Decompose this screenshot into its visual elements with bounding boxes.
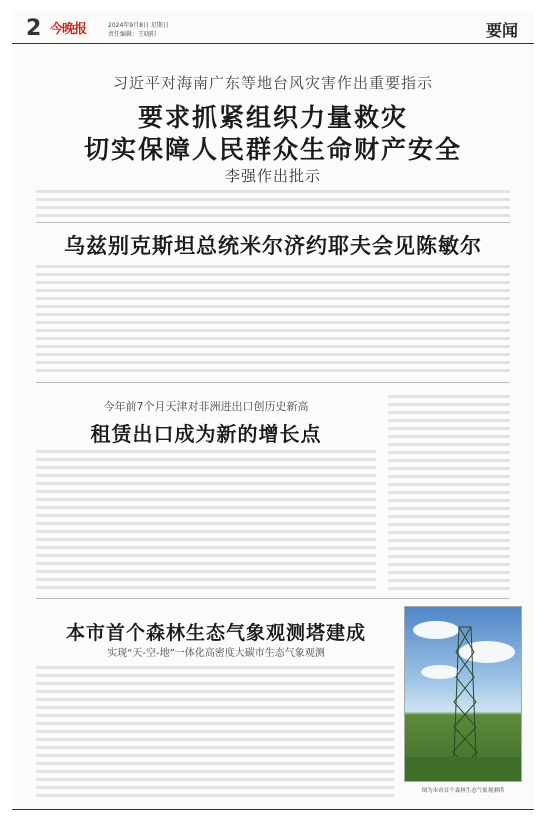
story4-body [36,666,394,798]
story3-body-right [388,395,510,590]
tower-icon [405,607,522,782]
story1-kicker: 习近平对海南广东等地台风灾害作出重要指示 [112,74,433,92]
story3-kicker: 今年前7个月天津对非洲进出口创历史新高 [103,400,309,413]
newspaper-logo: 今晚报 [50,22,87,37]
tower-photo [404,606,522,782]
story1-headline-2: 切实保障人民群众生命财产安全 [83,135,462,164]
newspaper-page [12,10,534,810]
story4-headline: 本市首个森林生态气象观测塔建成 [65,622,366,644]
divider [36,382,510,383]
story2-headline: 乌兹别克斯坦总统米尔济约耶夫会见陈敏尔 [64,234,482,258]
divider [36,222,510,223]
photo-caption: 图为本市首个森林生态气象观测塔 [421,788,505,794]
section-name: 要闻 [485,21,518,40]
page-header [12,10,534,44]
story1-subhead: 李强作出批示 [224,167,321,185]
editor-credit: 责任编辑：王晓阳 [108,31,157,38]
story1-body [36,190,510,218]
story1-headline-1: 要求抓紧组织力量救灾 [137,103,408,132]
page-number: 2 [26,16,42,41]
header-meta [108,21,169,39]
story4-subhead: 实现“天-空-地”一体化高密度大碳市生态气象观测 [107,648,325,659]
page-footer-rule [12,809,534,810]
story3-headline: 租赁出口成为新的增长点 [90,422,322,446]
story2-body [36,265,510,375]
story3-body-left [36,450,376,590]
divider [36,598,510,599]
issue-date: 2024年9月8日 星期日 [108,22,169,29]
